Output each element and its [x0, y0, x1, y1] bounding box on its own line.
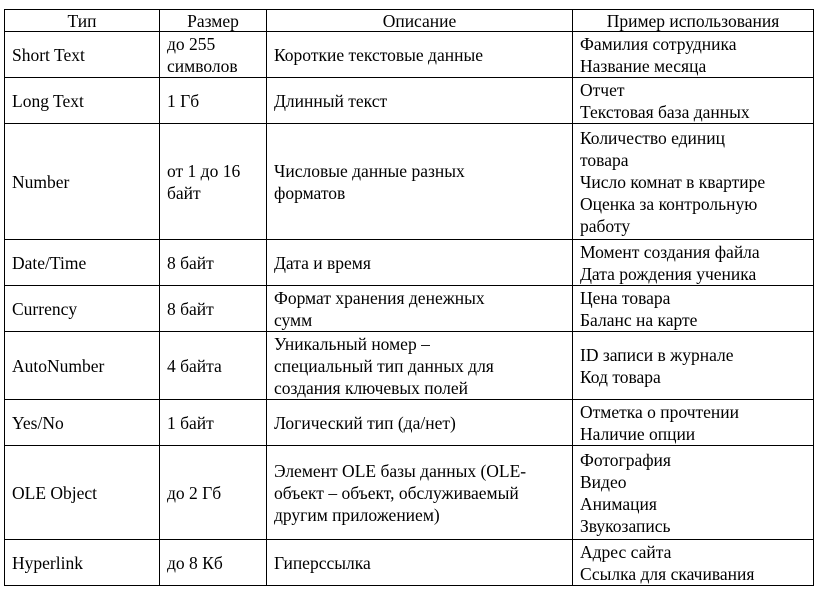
cell-size-line: 8 байт: [167, 252, 214, 273]
cell-examples: [573, 32, 814, 78]
cell-type: AutoNumber: [5, 332, 160, 400]
cell-description: [267, 78, 573, 124]
cell-description-line: Гиперссылка: [274, 552, 371, 573]
cell-size: [160, 400, 267, 446]
cell-examples-line: Фотография: [580, 449, 671, 470]
cell-examples-line: Отметка о прочтении: [580, 401, 740, 422]
cell-size: [160, 78, 267, 124]
table-header: [5, 10, 814, 32]
cell-size: [160, 286, 267, 332]
cell-type: OLE Object: [5, 446, 160, 540]
cell-type: Yes/No: [5, 400, 160, 446]
cell-size: [160, 32, 267, 78]
cell-examples-line: Адрес сайта: [580, 541, 672, 562]
cell-examples-line: работу: [580, 215, 631, 236]
cell-examples-line: ID записи в журнале: [580, 344, 734, 365]
cell-examples-line: Наличие опции: [580, 423, 696, 444]
cell-description: [267, 124, 573, 240]
cell-type: Date/Time: [5, 240, 160, 286]
cell-examples: [573, 332, 814, 400]
cell-size-line: 8 байт: [167, 298, 214, 319]
data-types-table: [4, 9, 814, 586]
cell-size: [160, 240, 267, 286]
cell-size-line: 4 байта: [167, 355, 222, 376]
cell-description-line: Дата и время: [274, 252, 371, 273]
cell-description-line: сумм: [274, 309, 313, 330]
cell-examples-line: Цена товара: [580, 287, 671, 308]
header-size: Размер: [160, 10, 267, 32]
cell-description: [267, 286, 573, 332]
cell-description-line: специальный тип данных для: [274, 355, 494, 376]
cell-size-line: символов: [167, 55, 238, 76]
table-row: [5, 240, 814, 286]
cell-type: Hyperlink: [5, 540, 160, 586]
header-examples: Пример использования: [573, 10, 814, 32]
cell-examples: [573, 78, 814, 124]
cell-description-line: Короткие текстовые данные: [274, 44, 483, 65]
cell-type: Short Text: [5, 32, 160, 78]
cell-size-line: до 8 Кб: [167, 552, 223, 573]
cell-description: [267, 332, 573, 400]
cell-examples-line: товара: [580, 149, 629, 170]
cell-size-line: байт: [167, 182, 201, 203]
cell-type: Long Text: [5, 78, 160, 124]
cell-examples: [573, 540, 814, 586]
header-row: [5, 10, 814, 32]
cell-examples-line: Отчет: [580, 79, 625, 100]
cell-size-line: от 1 до 16: [167, 160, 241, 181]
cell-description-line: другим приложением): [274, 504, 440, 525]
cell-description: [267, 446, 573, 540]
cell-examples: [573, 240, 814, 286]
cell-size: [160, 540, 267, 586]
cell-description-line: Уникальный номер –: [274, 333, 430, 354]
cell-description-line: Числовые данные разных: [274, 160, 465, 181]
cell-examples: [573, 124, 814, 240]
cell-description-line: Длинный текст: [274, 90, 388, 111]
cell-description: [267, 240, 573, 286]
cell-examples-line: Анимация: [580, 493, 657, 514]
cell-description-line: Элемент OLE базы данных (OLE-: [274, 460, 527, 481]
cell-examples-line: Дата рождения ученика: [580, 263, 757, 284]
cell-description-line: Формат хранения денежных: [274, 287, 485, 308]
table-row: [5, 78, 814, 124]
header-description: Описание: [267, 10, 573, 32]
cell-examples: [573, 286, 814, 332]
cell-examples-line: Название месяца: [580, 55, 707, 76]
cell-size-line: 1 Гб: [167, 90, 200, 111]
cell-type: Currency: [5, 286, 160, 332]
table-row: [5, 124, 814, 240]
cell-size: [160, 124, 267, 240]
cell-examples-line: Количество единиц: [580, 127, 726, 148]
cell-examples-line: Ссылка для скачивания: [580, 563, 755, 584]
cell-type: Number: [5, 124, 160, 240]
cell-examples: [573, 446, 814, 540]
cell-examples: [573, 400, 814, 446]
cell-examples-line: Звукозапись: [580, 515, 671, 536]
cell-examples-line: Момент создания файла: [580, 241, 760, 262]
cell-description-line: Логический тип (да/нет): [274, 412, 456, 433]
cell-description-line: объект – объект, обслуживаемый: [274, 482, 519, 503]
table-row: [5, 446, 814, 540]
table-row: [5, 32, 814, 78]
table-row: [5, 400, 814, 446]
cell-description: [267, 540, 573, 586]
cell-examples-line: Фамилия сотрудника: [580, 33, 737, 54]
cell-description: [267, 32, 573, 78]
cell-examples-line: Код товара: [580, 366, 661, 387]
table-body: [5, 32, 814, 586]
cell-size: [160, 332, 267, 400]
cell-examples-line: Число комнат в квартире: [580, 171, 766, 192]
cell-description: [267, 400, 573, 446]
cell-size: [160, 446, 267, 540]
cell-examples-line: Оценка за контрольную: [580, 193, 758, 214]
table-row: [5, 540, 814, 586]
cell-size-line: до 2 Гб: [167, 482, 222, 503]
cell-examples-line: Видео: [580, 471, 627, 492]
cell-examples-line: Текстовая база данных: [580, 101, 750, 122]
cell-description-line: создания ключевых полей: [274, 377, 469, 398]
header-type: Тип: [5, 10, 160, 32]
cell-size-line: 1 байт: [167, 412, 214, 433]
table-row: [5, 286, 814, 332]
cell-examples-line: Баланс на карте: [580, 309, 698, 330]
cell-description-line: форматов: [274, 182, 346, 203]
cell-size-line: до 255: [167, 33, 216, 54]
table-row: [5, 332, 814, 400]
